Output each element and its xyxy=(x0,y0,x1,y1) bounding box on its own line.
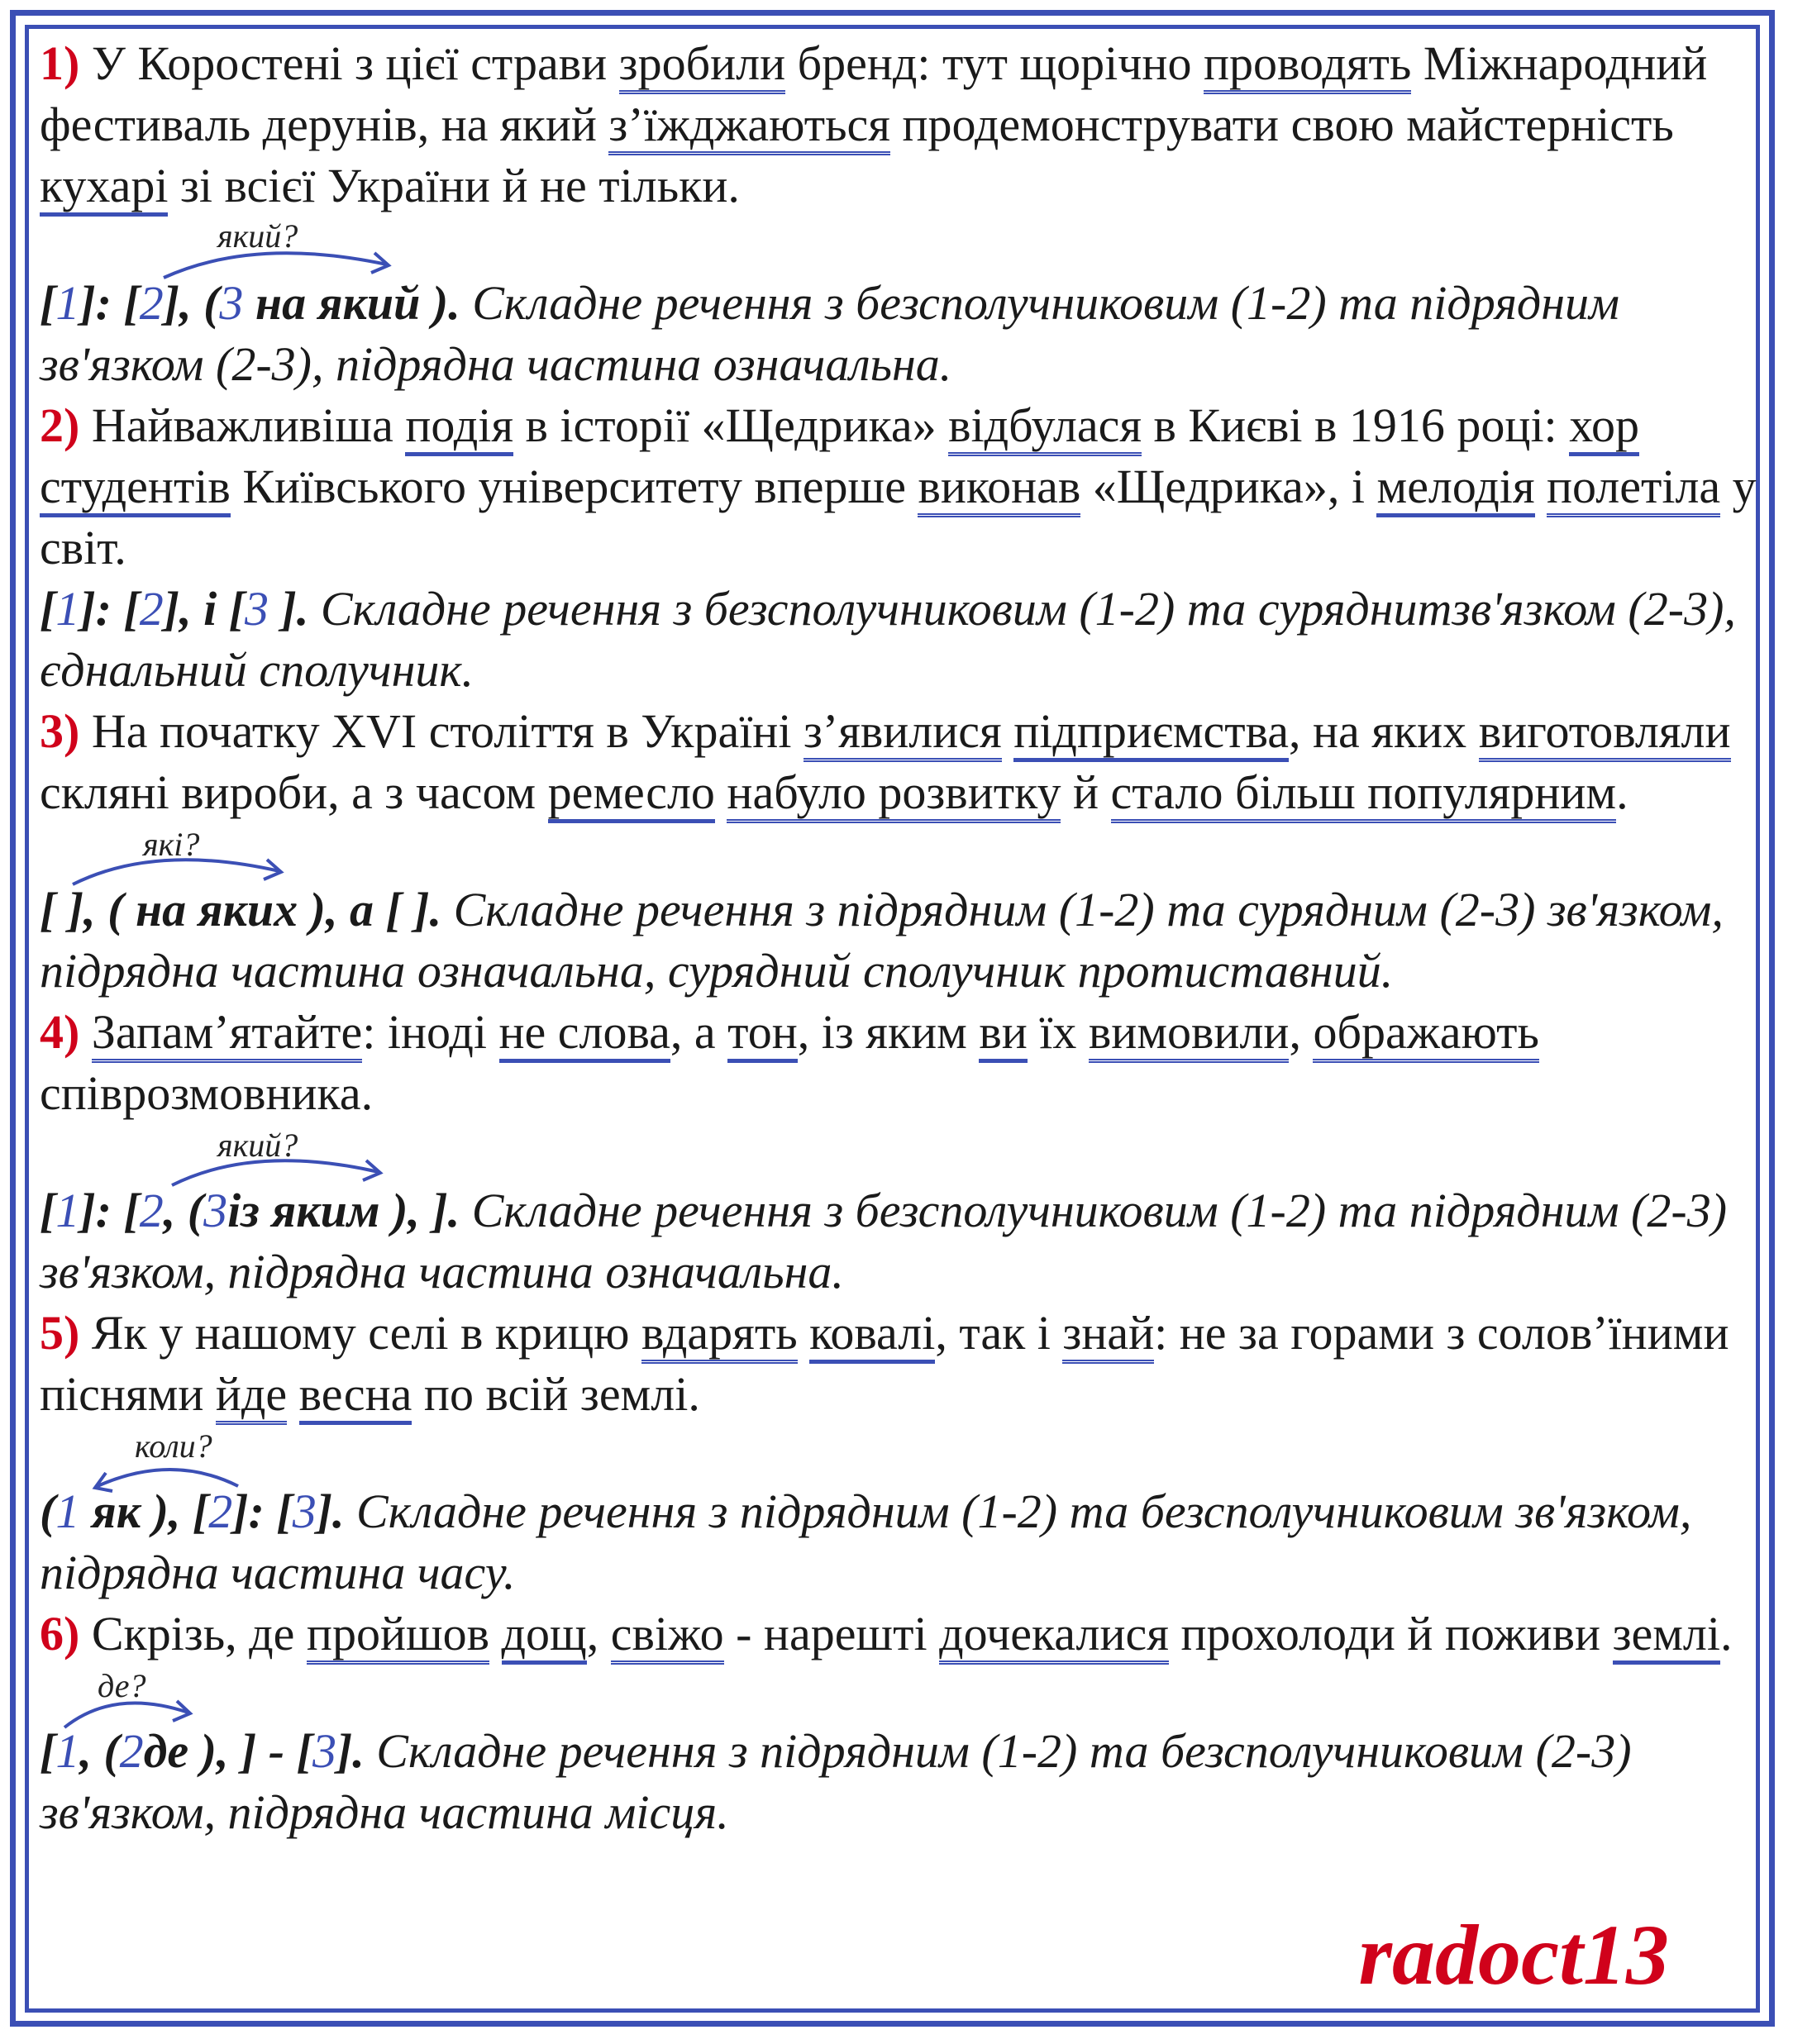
text: «Щедрика», і xyxy=(1080,460,1377,513)
signature-watermark: radoct13 xyxy=(1358,1908,1669,2003)
scheme-bracket: ]: [ xyxy=(79,1184,140,1237)
scheme-description: Складне речення з підрядним (1-2) та безсполучниковим (2-3) зв'язком, підрядна частина місця. xyxy=(40,1724,1632,1839)
item-number: 4) xyxy=(40,1005,80,1059)
text: , так і xyxy=(935,1306,1063,1360)
text: у світ. xyxy=(40,460,1757,574)
subject: хор студентів xyxy=(40,398,1639,517)
text: , xyxy=(586,1607,611,1660)
text xyxy=(715,765,727,819)
text: - нарешті xyxy=(723,1607,940,1660)
item-number: 2) xyxy=(40,398,80,452)
item-number: 1) xyxy=(40,36,80,90)
text: На початку XVI століття в Україні xyxy=(91,704,804,758)
text: Найважливіша xyxy=(91,398,406,452)
predicate: вдарять xyxy=(641,1306,798,1364)
predicate: дочекалися xyxy=(939,1607,1169,1665)
part-number: 3 xyxy=(245,582,269,636)
part-number: 2 xyxy=(139,276,164,330)
scheme-3 xyxy=(40,879,1759,1002)
scheme-bracket: [ ], ( на яких ), а [ ]. xyxy=(40,883,442,936)
text: продемонструвати свою майстерність xyxy=(889,98,1674,151)
sentence-6 xyxy=(40,1603,1759,1665)
question-row xyxy=(40,823,1759,879)
text: скляні вироби, а з часом xyxy=(40,765,548,819)
predicate: проводять xyxy=(1204,36,1411,94)
scheme-bracket: із яким ), ]. xyxy=(227,1184,460,1237)
item-number: 5) xyxy=(40,1306,80,1360)
predicate: виготовляли xyxy=(1479,704,1731,762)
scheme-bracket: , ( xyxy=(163,1184,204,1237)
scheme-bracket: ]. xyxy=(316,1484,345,1538)
question-row xyxy=(40,217,1759,273)
question-label: коли? xyxy=(135,1427,212,1465)
scheme-bracket: на який ). xyxy=(243,276,460,330)
question-label: які? xyxy=(143,826,200,863)
scheme-description: Складне речення з підрядним (1-2) та безсполучниковим зв'язком, підрядна частина часу. xyxy=(40,1484,1692,1599)
part-number: 2 xyxy=(139,1184,164,1237)
scheme-bracket: [ xyxy=(40,582,56,636)
text: Міжнародний фестиваль дерунів, на який xyxy=(40,36,1708,151)
text: , із яким xyxy=(797,1005,980,1059)
scheme-2 xyxy=(40,579,1759,701)
text: . xyxy=(1720,1607,1733,1660)
predicate: з’їжджаються xyxy=(608,98,890,155)
text xyxy=(798,1306,810,1360)
part-number: 1 xyxy=(55,276,80,330)
part-number: 2 xyxy=(119,1724,144,1778)
scheme-description: Складне речення з безсполучниковим (1-2) та сурядниmзв'язком (2-3), єднальний сполучник. xyxy=(40,582,1736,697)
predicate: йде xyxy=(216,1367,287,1425)
subject: ви xyxy=(979,1005,1027,1063)
scheme-bracket: [ xyxy=(40,276,56,330)
scheme-bracket: ], ( xyxy=(163,276,220,330)
scheme-bracket: як ), [ xyxy=(79,1484,209,1538)
text: : іноді xyxy=(362,1005,499,1059)
text: : не за горами з солов’їними піснями xyxy=(40,1306,1729,1421)
question-label: який? xyxy=(217,217,298,255)
text xyxy=(489,1607,502,1660)
text: Скрізь, де xyxy=(91,1607,307,1660)
part-number: 1 xyxy=(55,1724,80,1778)
scheme-4 xyxy=(40,1180,1759,1303)
scheme-description: Складне речення з безсполучниковим (1-2) та підрядним (2-3) зв'язком, підрядна частина означальна. xyxy=(40,1184,1728,1298)
scheme-bracket: ], і [ xyxy=(163,582,246,636)
part-number: 3 xyxy=(219,276,244,330)
subject: не слова xyxy=(499,1005,670,1063)
subject: землі xyxy=(1613,1607,1720,1665)
text: У Коростені з цієї страви xyxy=(91,36,619,90)
subject: підприємства xyxy=(1013,704,1289,762)
predicate: свіжо xyxy=(611,1607,724,1665)
scheme-bracket: ]. xyxy=(336,1724,365,1778)
subject: тон xyxy=(727,1005,798,1063)
subject: ковалі xyxy=(809,1306,935,1364)
sentence-4 xyxy=(40,1002,1759,1124)
text: , xyxy=(1289,1005,1314,1059)
scheme-bracket: ( xyxy=(40,1484,56,1538)
part-number: 3 xyxy=(292,1484,317,1538)
scheme-bracket: [ xyxy=(40,1184,56,1237)
sentence-2 xyxy=(40,395,1759,579)
part-number: 3 xyxy=(312,1724,336,1778)
text: зі всієї України й не тільки. xyxy=(168,159,740,212)
predicate: відбулася xyxy=(948,398,1142,456)
predicate: набуло розвитку xyxy=(727,765,1061,823)
text: , а xyxy=(670,1005,728,1059)
text: Як у нашому селі в крицю xyxy=(91,1306,641,1360)
scheme-description: Складне речення з безсполучниковим (1-2) та підрядним зв'язком (2-3), підрядна частина означальна. xyxy=(40,276,1620,391)
text: й xyxy=(1061,765,1111,819)
scheme-bracket: ]: [ xyxy=(79,582,140,636)
scheme-bracket: ]. xyxy=(269,582,309,636)
question-row xyxy=(40,1665,1759,1721)
scheme-bracket: [ xyxy=(40,1724,56,1778)
predicate: знай xyxy=(1062,1306,1154,1364)
predicate: Запам’ятайте xyxy=(92,1005,362,1063)
text xyxy=(287,1367,299,1421)
subject: весна xyxy=(299,1367,412,1425)
subject: ремесло xyxy=(548,765,715,823)
scheme-bracket: , ( xyxy=(79,1724,120,1778)
subject: мелодія xyxy=(1376,460,1534,517)
scheme-bracket: ]: [ xyxy=(232,1484,293,1538)
text: Київського університету вперше xyxy=(230,460,918,513)
scheme-5 xyxy=(40,1481,1759,1603)
predicate: пройшов xyxy=(307,1607,489,1665)
scheme-description: Складне речення з підрядним (1-2) та сурядним (2-3) зв'язком, підрядна частина означальна, сурядний сполучник протиставний. xyxy=(40,883,1724,998)
subject: кухарі xyxy=(40,159,168,217)
text xyxy=(1535,460,1547,513)
predicate: зробили xyxy=(619,36,785,94)
text: . xyxy=(1616,765,1628,819)
text: прохолоди й поживи xyxy=(1168,1607,1613,1660)
text xyxy=(1002,704,1014,758)
text: в історії «Щедрика» xyxy=(513,398,949,452)
question-label: де? xyxy=(98,1667,146,1704)
predicate: вимовили xyxy=(1089,1005,1290,1063)
question-label: який? xyxy=(217,1127,298,1164)
part-number: 1 xyxy=(55,582,80,636)
predicate: стало більш популярним xyxy=(1111,765,1617,823)
sentence-1 xyxy=(40,33,1759,217)
part-number: 2 xyxy=(208,1484,233,1538)
question-row xyxy=(40,1124,1759,1180)
text: їх xyxy=(1027,1005,1089,1059)
subject: дощ xyxy=(502,1607,587,1665)
item-number: 6) xyxy=(40,1607,80,1660)
sentence-5 xyxy=(40,1303,1759,1425)
item-number: 3) xyxy=(40,704,80,758)
subject: подія xyxy=(405,398,513,456)
predicate: ображають xyxy=(1313,1005,1538,1063)
text: співрозмовника. xyxy=(40,1066,374,1120)
scheme-6 xyxy=(40,1721,1759,1843)
predicate: з’явилися xyxy=(804,704,1002,762)
part-number: 2 xyxy=(139,582,164,636)
part-number: 1 xyxy=(55,1484,80,1538)
scheme-1 xyxy=(40,273,1759,395)
predicate: полетіла xyxy=(1547,460,1720,517)
text: бренд: тут щорічно xyxy=(785,36,1204,90)
predicate: виконав xyxy=(918,460,1080,517)
text: по всій землі. xyxy=(412,1367,700,1421)
text: , на яких xyxy=(1289,704,1479,758)
part-number: 3 xyxy=(203,1184,228,1237)
question-row xyxy=(40,1425,1759,1481)
part-number: 1 xyxy=(55,1184,80,1237)
sentence-3 xyxy=(40,701,1759,823)
scheme-bracket: де ), ] - [ xyxy=(143,1724,312,1778)
scheme-bracket: ]: [ xyxy=(79,276,140,330)
text: в Києві в 1916 році: xyxy=(1142,398,1570,452)
exercise-content xyxy=(40,33,1759,1843)
